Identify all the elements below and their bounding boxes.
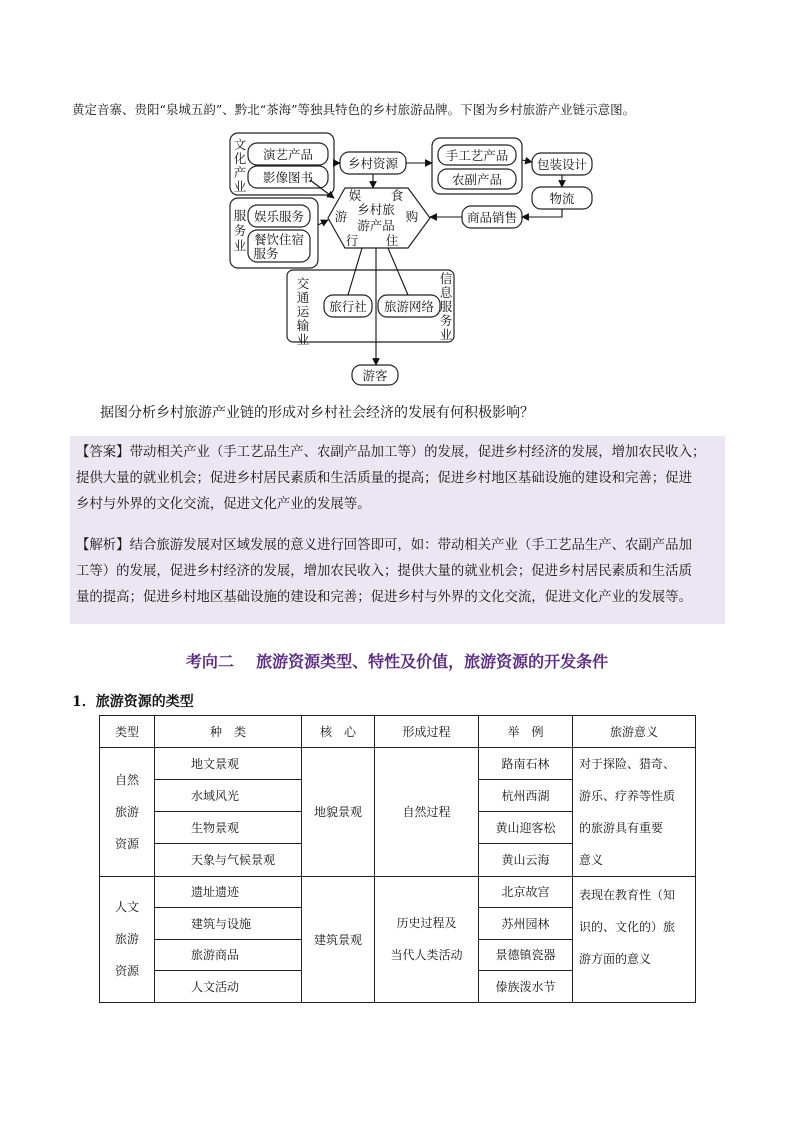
packaging-label: 包装设计 (536, 157, 588, 172)
service-item-label: 餐饮住宿 (253, 232, 305, 247)
header-cell: 类型 (100, 716, 155, 748)
meaning-cell: 对于探险、猎奇、 游乐、疗养等性质 的旅游具有重要 意义 (573, 747, 696, 876)
table-row (100, 747, 696, 779)
culture-group-label-char: 文 (233, 137, 247, 152)
analysis-line: 量的提高；促进乡村地区基础设施的建设和完善；促进乡村与外界的文化交流，促进文化产业的发展等。 (76, 590, 692, 605)
info-label-char: 服 (439, 299, 453, 314)
kind-cell: 水域风光 (155, 779, 302, 811)
meaning-cell: 表现在教育性（知 识的、文化的）旅 游方面的意义 (573, 876, 696, 1002)
example-cell: 傣族泼水节 (479, 971, 573, 1003)
core-cell: 地貌景观 (302, 747, 375, 876)
answer-line: 提供大量的就业机会；促进乡村居民素质和生活质量的提高；促进乡村地区基础设施的建设和完善；促进 (76, 471, 692, 486)
logistics-label: 物流 (549, 191, 575, 206)
service-item-label: 娱乐服务 (253, 209, 305, 224)
tourism-industry-chain-diagram (0, 0, 794, 400)
example-cell: 景德镇瓷器 (479, 939, 573, 971)
transport-label-char: 运 (296, 304, 310, 319)
hex-center-label: 游产品 (357, 218, 395, 233)
culture-group-label-char: 产 (233, 165, 247, 180)
transport-label-char: 输 (296, 318, 310, 333)
service-group-label-char: 业 (233, 238, 247, 253)
example-cell: 杭州西湖 (479, 779, 573, 811)
question-text: 据图分析乡村旅游产业链的形成对乡村社会经济的发展有何积极影响？ (100, 405, 534, 421)
service-group-label-char: 服 (233, 208, 247, 223)
info-label-char: 信 (439, 271, 453, 286)
analysis-line: 工等）的发展，促进乡村经济的发展，增加农民收入；提供大量的就业机会；促进乡村居民素质和生活质 (76, 564, 692, 579)
service-group-label-char: 务 (233, 223, 247, 238)
kind-cell: 地文景观 (155, 747, 302, 779)
answer-line: 【答案】带动相关产业（手工艺品生产、农副产品加工等）的发展，促进乡村经济的发展，增加农民收入； (76, 445, 706, 460)
hex-corner-label: 行 (345, 233, 359, 248)
agency-label: 旅行社 (329, 299, 367, 314)
hex-corner-label: 游 (334, 209, 348, 224)
type-cell: 自然 旅游 资源 (100, 747, 155, 876)
transport-label-char: 通 (296, 290, 310, 305)
transport-label-char: 交 (296, 276, 310, 291)
kind-cell: 人文活动 (155, 971, 302, 1003)
hex-corner-label: 食 (390, 188, 404, 203)
table-row (100, 876, 696, 908)
hex-corner-label: 购 (405, 209, 419, 224)
header-cell: 核 心 (302, 716, 375, 748)
info-label-char: 业 (439, 327, 453, 342)
answer-box (70, 436, 725, 624)
transport-label-char: 业 (296, 332, 310, 347)
example-cell: 路南石林 (479, 747, 573, 779)
resource-label: 乡村资源 (347, 156, 399, 171)
product-item-label: 手工艺产品 (445, 148, 509, 163)
service-item-label: 服务 (253, 246, 279, 261)
header-cell: 种 类 (155, 716, 302, 748)
answer-label: 【答案】 (76, 445, 130, 460)
culture-group-label-char: 化 (233, 151, 247, 166)
kind-cell: 天象与气候景观 (155, 844, 302, 876)
intro-text: 黄定音寨、贵阳“泉城五韵”、黔北“茶海”等独具特色的乡村旅游品牌。下图为乡村旅游产业链示意图。 (72, 102, 636, 117)
sales-label: 商品销售 (466, 210, 518, 225)
subheading: 1．旅游资源的类型 (72, 694, 194, 710)
example-cell: 北京故宫 (479, 876, 573, 908)
kind-cell: 遗址遗迹 (155, 876, 302, 908)
example-cell: 黄山迎客松 (479, 812, 573, 844)
tourist-label: 游客 (362, 368, 388, 383)
resource-type-table (99, 715, 696, 1003)
analysis-label: 【解析】 (76, 538, 130, 553)
hex-corner-label: 住 (385, 233, 399, 248)
section-heading: 考向二 旅游资源类型、特性及价值，旅游资源的开发条件 (185, 652, 609, 671)
info-label-char: 务 (439, 313, 453, 328)
process-cell: 自然过程 (375, 747, 479, 876)
info-label-char: 息 (439, 285, 453, 300)
culture-item-label: 演艺产品 (262, 147, 314, 162)
table-header-row (100, 716, 696, 748)
core-cell: 建筑景观 (302, 876, 375, 1002)
kind-cell: 建筑与设施 (155, 908, 302, 940)
header-cell: 举 例 (479, 716, 573, 748)
culture-item-label: 影像图书 (262, 170, 314, 185)
header-cell: 旅游意义 (573, 716, 696, 748)
kind-cell: 生物景观 (155, 812, 302, 844)
culture-group-label-char: 业 (233, 179, 247, 194)
product-item-label: 农副产品 (451, 172, 503, 187)
example-cell: 苏州园林 (479, 908, 573, 940)
hex-center-label: 乡村旅 (357, 202, 395, 217)
answer-line: 乡村与外界的文化交流，促进文化产业的发展等。 (76, 497, 371, 512)
analysis-line: 【解析】结合旅游发展对区域发展的意义进行回答即可，如：带动相关产业（手工艺品生产、农副产品加 (76, 538, 692, 553)
process-cell: 历史过程及 当代人类活动 (375, 876, 479, 1002)
network-label: 旅游网络 (383, 299, 435, 314)
example-cell: 黄山云海 (479, 844, 573, 876)
header-cell: 形成过程 (375, 716, 479, 748)
kind-cell: 旅游商品 (155, 939, 302, 971)
type-cell: 人文 旅游 资源 (100, 876, 155, 1002)
hex-corner-label: 娱 (348, 188, 362, 203)
